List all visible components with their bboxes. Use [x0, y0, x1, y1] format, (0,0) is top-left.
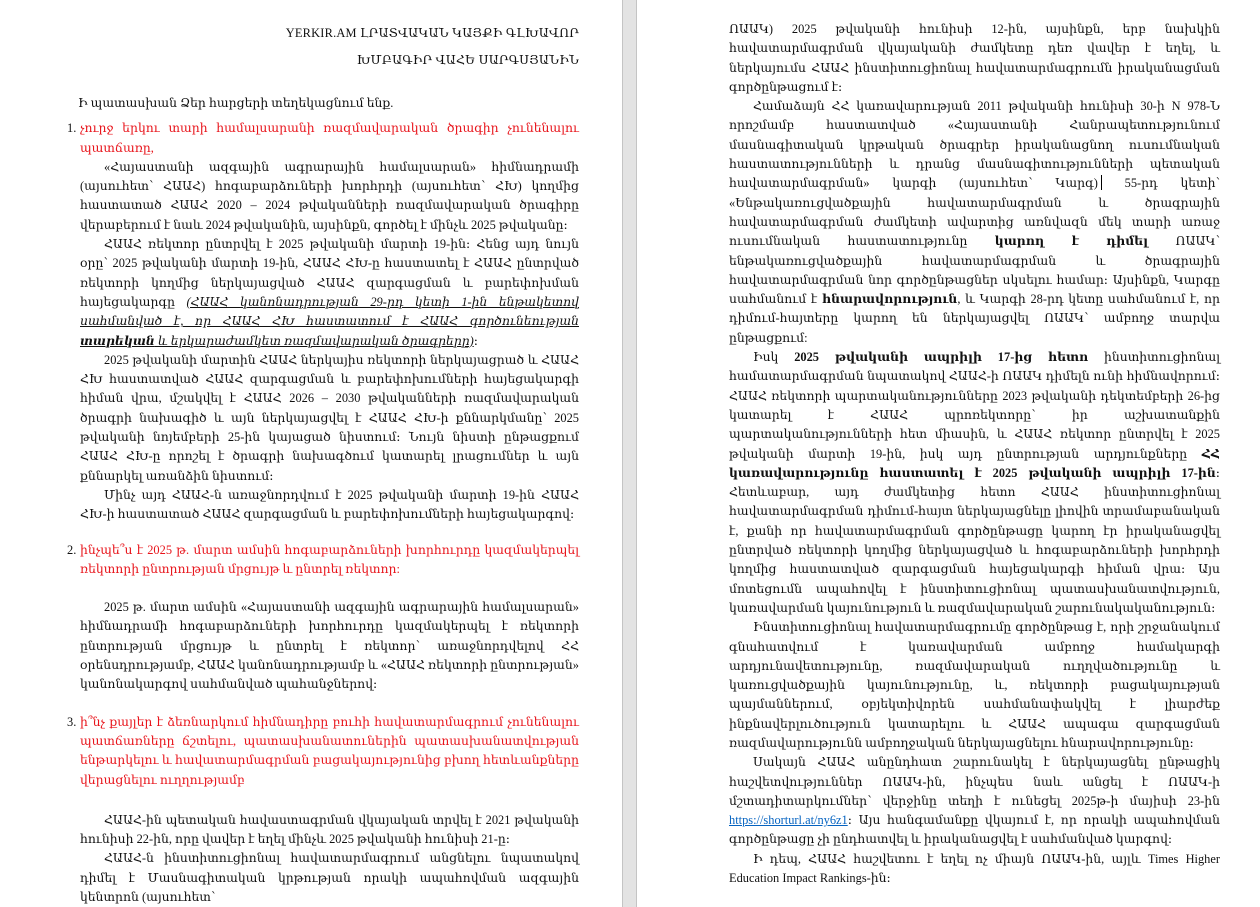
question-1-heading — [67, 119, 579, 158]
p3-text-3: ։ Հետևաբար, այդ ժամկետից հետո ՀԱԱՀ ինստիտուցիոնալ հավատարմագրման դիմում-հայտ ներկայացնելը լիովին տրամաբանական է, քանի որ հավատարմագրման գործընթացը կարող էր իրականացվել ընտրված ռեկտորի կողմից ներկայացված և հոգաբարձուների խորհրդի կողմից հաստատված զարգացման հայեցակարգի հիման վրա։ Այս մոտեցումն ապահովել է ինստիտուցիոնալ պատասխանատվություն, կառավարման կայունություն և ռազմավարական շարունակականություն։ — [729, 465, 1220, 615]
q1-paragraph-1: «Հայաստանի ազգային ագրարային համալսարան» հիմնադրամի (այսուհետ՝ ՀԱԱՀ) հոգաբարձուների խորհրդի (այսուհետ՝ ՀԽ) կողմից հաստատած ՀԱԱՀ 2020 – 2024 թվականների ռազմավարական ծրագիրը վերաբերում է նաև 2024 թվականին, այսինքն, գործել է մինչև 2025 թվականը։ — [80, 159, 579, 232]
question-1-number: 1. — [67, 121, 77, 136]
q3-paragraph-1: ՀԱԱՀ-ին պետական հավաստագրման վկայական տրվել է 2021 թվականի հունիսի 22-ին, որը վավեր է եղել մինչև 2025 թվականի հունիսի 21-ը։ — [80, 812, 579, 847]
p5-text-2: ։ Այս հանգամանքը վկայում է, որ որակի ապահովման գործընթացը չի ընդհատվել և իրականացվել է սահմանված կարգով։ — [729, 813, 1220, 847]
question-2-heading — [67, 541, 579, 580]
continuation-paragraph-1: ՈԱԱԿ) 2025 թվականի հունիսի 12-ին, այսինքն, երբ նախկին հավատարմագրման վկայականի ժամկետը դեռ վավեր է եղել, և ներկայումս ՀԱԱՀ ինստիտուցիոնալ հավատարմագրումն իրականացման գործընթացում է։ — [729, 22, 1220, 94]
greeting: Ի պատասխան Ձեր հարցերի տեղեկացնում ենք. — [78, 96, 394, 110]
p2-text-2: 55-րդ կետի՝ «Ենթակառուցվածքային հավատարմագրման և ծրագրային հավատարմագրման ժամկետի ավարտից առնվազն մեկ տարի առաջ ուսումնական հաստատությունը — [729, 176, 1220, 249]
p5-text-1: Սակայն ՀԱԱՀ անընդհատ շարունակել է ներկայացնել ընթացիկ հաշվետվություններ ՈԱԱԿ-ին, ինչպես նաև անցել է ՈԱԱԿ-ի մշտադիտարկումներ՝ վերջինը տեղի է ունեցել 2025թ-ի մայիսի 23-ին — [729, 755, 1220, 808]
page-2-content[interactable] — [729, 0, 1220, 888]
question-1-text: չուրջ երկու տարի համալսարանի ռազմավարական ծրագիր չունենալու պատճառը, — [80, 121, 579, 155]
q2-paragraph-1: 2025 թ. մարտ ամսին «Հայաստանի ազգային ագրարային համալսարան» հիմնադրամի հոգաբարձուների խորհուրդը կազմակերպել է ռեկտորի ընտրության մրցույթ և ընտրել է ռեկտոր՝ առաջնորդվելով ՀՀ օրենսդրությամբ, ՀԱԱՀ կանոնադրությամբ և «ՀԱԱՀ ռեկտորի ընտրության» կանոնակարգով սահմանված պահանջներով։ — [80, 600, 579, 692]
p3-text-2: ինստիտուցիոնալ համատարմագրման նպատակով ՀԱԱՀ-ի ՈԱԱԿ դիմելն ունի հիմնավորում։ ՀԱԱՀ ռեկտորի պարտականությունները 2023 թվականի դեկտեմբերի 26-ից կատարել է ՀԱԱՀ պրոռեկտորը՝ իր աշխատանքին պարտականությունների հետ միասին, և ՀԱԱՀ ռեկտոր ընտրվել է 2025 թվականի մարտի 19-ին, իսկ այդ ընտրության արդյունքները — [729, 350, 1220, 461]
continuation-paragraph-6: Ի դեպ, ՀԱԱՀ հաշվետու է եղել ոչ միայն ՈԱԱԿ-ին, այլև Times Higher Education Impact Rankings-ին։ — [729, 851, 1220, 886]
recipient-line-2: ԽՄԲԱԳԻՐ ՎԱՀԵ ՍԱՐԳՍՅԱՆԻՆ — [356, 53, 579, 67]
question-2-number: 2. — [67, 542, 77, 557]
q1-p2-end: ։ — [473, 333, 478, 348]
p3-text-1: Իսկ — [753, 350, 795, 365]
continuation-paragraph-4: Ինստիտուցիոնալ հավատարմագրումը գործընթաց է, որի շրջանակում գնահատվում է կառավարման ամբողջ համակարգի արդյունավետությունը, ռազմավարական ուղղվածությունը և կառուցվածքային կայունությունը, և, ռեկտորի բացակայության պայմաններում, օբյեկտիվորեն սահմանափակվել է լիարժեք ինքնավերլուծություն կատարելու և ՀԱԱՀ ապագա զարգացման ռազմավարությունն ամբողջական ներկայացնելու հնարավորությունը։ — [729, 620, 1220, 750]
shorturl-link[interactable]: https://shorturl.at/ny6z1 — [729, 813, 848, 828]
document-page-1 — [0, 0, 622, 907]
continuation-paragraph-3 — [729, 348, 1220, 618]
p2-text-3: ՈԱԱԿ՝ ենթակառուցվածքային հավատարմագրման և ծրագրային հավատարմագրման նոր գործընթացներ սկսելու համար։ Այսինքն, Կարգը սահմանում է — [729, 234, 1220, 307]
continuation-paragraph-5 — [729, 753, 1220, 849]
q3-paragraph-2: ՀԱԱՀ-ն ինստիտուցիոնալ հավատարմագրում անցնելու նպատակով դիմել է Մասնագիտական կրթության որակի ապահովման ազգային կենտրոն (այսուհետ՝ — [80, 851, 579, 904]
question-3-text: ի՞նչ քայլեր է ձեռնարկում հիմնադիրը բուհի հավատարմագրում չունենալու պատճառները ճշտելու, պատասխանատուներին պատասխանատվության ենթարկելու և հավատարմագրման բացակայությունից բխող հետևանքները վերացնելու ուղղությամբ — [80, 714, 579, 787]
recipient-line-1: YERKIR.AM ԼՐԱՏՎԱԿԱՆ ԿԱՅՔԻ ԳԼԽԱՎՈՐ — [285, 26, 579, 40]
question-2-text: ինչպե՞ս է 2025 թ. մարտ ամսին հոգաբարձուների խորհուրդը կազմակերպել ռեկտորի ընտրության մրցույթ և ընտրել ռեկտոր: — [80, 542, 579, 576]
question-3-heading — [67, 713, 579, 790]
q1-p2-underlined-text: (ՀԱԱՀ կանոնադրության 29-րդ կետի 1-ին ենթակետով սահմանված է, որ ՀԱԱՀ ՀԽ հաստատում է ՀԱԱՀ գործունեության — [80, 294, 579, 329]
q1-paragraph-3: 2025 թվականի մարտին ՀԱԱՀ ներկայիս ռեկտորի ներկայացրած և ՀԱԱՀ ՀԽ հաստատված ՀԱԱՀ զարգացման և բարեփոխումների հայեցակարգի հիման վրա, մշակվել է ՀԱԱՀ 2026 – 2030 թվականների ռազմավարական ծրագրի նախագիծ և այն ներկայացվել է ՀԱԱՀ ՀԽ-ի քննարկմանը՝ 2025 թվականի նոյեմբերի 25-ին կայացած նիստում։ Նույն նիստի ընթացքում ՀԱԱՀ ՀԽ-ը որոշել է ծրագրի նախագծում կատարել լրացումներ և այն քննարկել առանձին նիստում։ — [80, 352, 579, 483]
document-page-2 — [637, 0, 1260, 907]
q1-p2-underlined-bold: տարեկան — [80, 333, 155, 348]
continuation-paragraph-2 — [729, 97, 1220, 348]
p2-text-1: Համաձայն ՀՀ կառավարության 2011 թվականի հունիսի 30-ի N 978-Ն որոշմամբ հաստատված «Հայաստանի Հանրապետությունում մասնագիտական կրթական ծրագրեր իրականացնող ուսումնական հաստատությունների և դրանց մասնագիտությունների պետական հավատարմագրման» կարգի (այսուհետ՝ Կարգ) — [729, 99, 1220, 191]
p3-bold-2: ՀՀ կառավարությունը հաստատել է 2025 թվականի ապրիլի 17-ին — [729, 446, 1220, 480]
page-1-content[interactable] — [67, 0, 579, 907]
q1-paragraph-2 — [80, 235, 579, 351]
question-3-number: 3. — [67, 714, 77, 729]
q1-p2-underlined-text-end: և երկարաժամկետ ռազմավարական ծրագրերը) — [154, 333, 474, 348]
q1-p2-text: ՀԱԱՀ ռեկտոր ընտրվել է 2025 թվականի մարտի 19-ին։ Հենց այդ նույն օրը՝ 2025 թվականի մարտի 19-ին, ՀԱԱՀ ՀԽ-ը հաստատել է ՀԱԱՀ ընտրված ռեկտորի կողմից ներկայացված ՀԱԱՀ զարգացման և բարեփոխման հայեցակարգը — [80, 237, 579, 309]
p2-text-4: , և Կարգի 28-րդ կետը սահմանում է, որ դիմում-հայտերը կարող են ներկայացվել ՈԱԱԿ՝ ամբողջ տարվա ընթացքում: — [729, 292, 1220, 345]
p2-bold-1: կարող է դիմել — [994, 234, 1149, 249]
q1-paragraph-4: Մինչ այդ ՀԱԱՀ-ն առաջնորդվում է 2025 թվականի մարտի 19-ին ՀԱԱՀ ՀԽ-ի հաստատած ՀԱԱՀ զարգացման և բարեփոխումների հայեցակարգով։ — [80, 487, 579, 522]
page-gutter — [622, 0, 637, 907]
p3-bold-1: 2025 թվականի ապրիլի 17-ից հետո — [794, 350, 1089, 365]
p2-bold-2: հնարավորություն — [821, 292, 958, 307]
